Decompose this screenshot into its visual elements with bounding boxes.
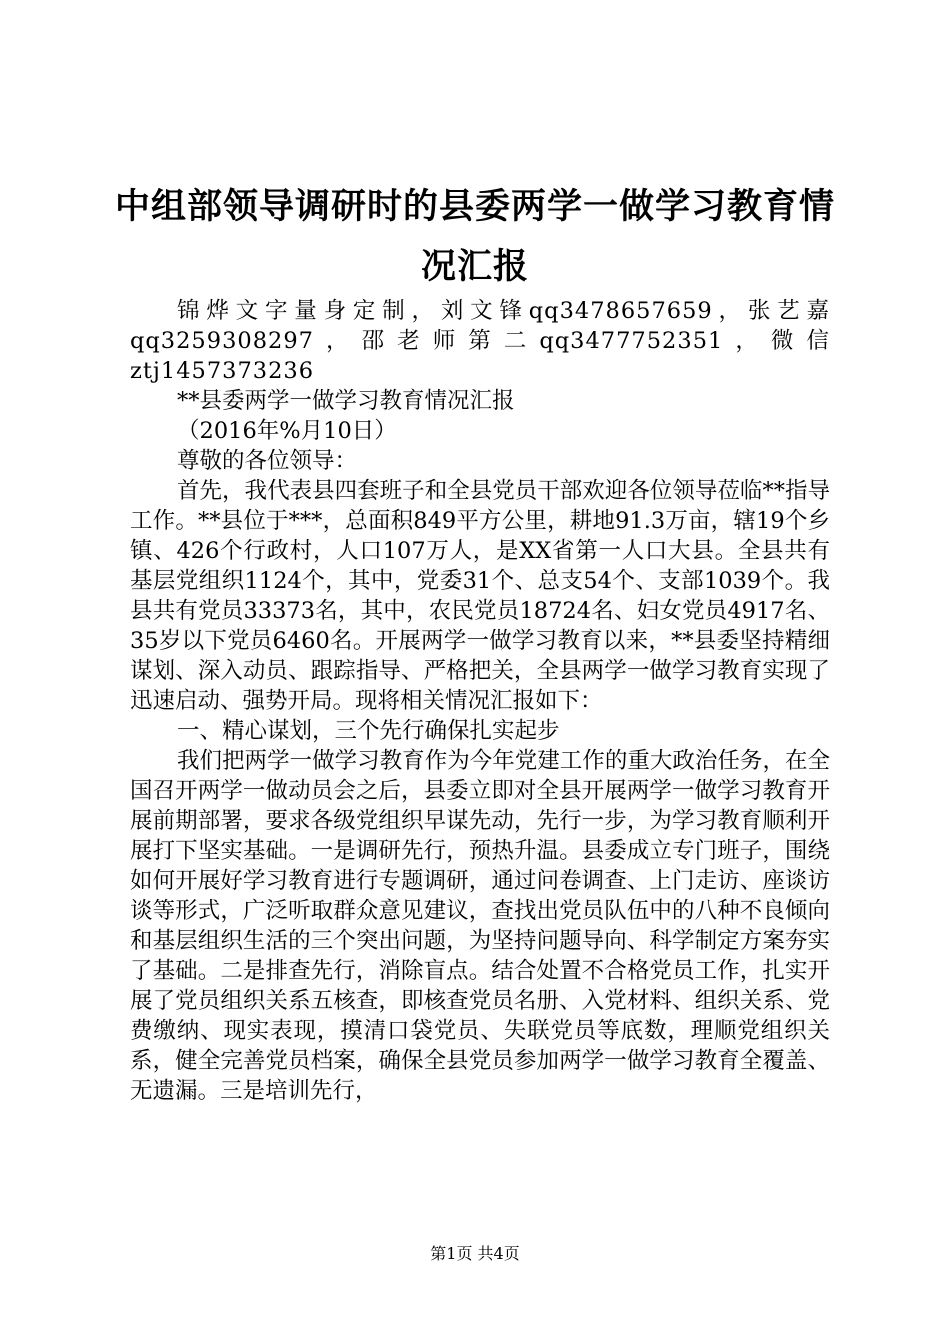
paragraph-2: 我们把两学一做学习教育作为今年党建工作的重大政治任务，在全国召开两学一做动员会之后，县委立即对全县开展两学一做学习教育开展前期部署，要求各级党组织早谋先动，先行一步，为学习教育顺利开展打下坚实基础。一是调研先行，预热升温。县委成立专门班子，围绕如何开展好学习教育进行专题调研，通过问卷调查、上门走访、座谈访谈等形式，广泛听取群众意见建议，查找出党员队伍中的八种不良倾向和基层组织生活的三个突出问题，为坚持问题导向、科学制定方案夯实了基础。二是排查先行，消除盲点。结合处置不合格党员工作，扎实开展了党员组织关系五核查，即核查党员名册、入党材料、组织关系、党费缴纳、现实表现，摸清口袋党员、失联党员等底数，理顺党组织关系，健全完善党员档案，确保全县党员参加两学一做学习教育全覆盖、无遗漏。三是培训先行， [130,748,830,1104]
salutation: 尊敬的各位领导： [177,448,358,474]
section-1-heading: 一、精心谋划，三个先行确保扎实起步 [177,718,560,744]
document-body [130,296,830,1106]
document-title-line-2: 况汇报 [420,247,529,287]
document-title-line-1: 中组部领导调研时的县委两学一做学习教育情 [114,187,835,227]
paragraph-1: 首先，我代表县四套班子和全县党员干部欢迎各位领导莅临**指导工作。**县位于***，总面积849平方公里，耕地91.3万亩，辖19个乡镇、426个行政村，人口107万人，是XX省第一人口大县。全县共有基层党组织1124个，其中，党委31个、总支54个、支部1039个。我县共有党员33373名，其中，农民党员18724名、妇女党员4917名、35岁以下党员6460名。开展两学一做学习教育以来，**县委坚持精细谋划、深入动员、跟踪指导、严格把关，全县两学一做学习教育实现了迅速启动、强势开局。现将相关情况汇报如下： [130,478,830,714]
document-subtitle: **县委两学一做学习教育情况汇报 [177,388,515,414]
credits-line: 锦烨文字量身定制，刘文锋qq3478657659，张艺嘉qq3259308297，邵老师第二qq3477752351，微信ztj1457373236 [130,298,830,384]
page-footer: 第1页 共4页 [430,1244,520,1263]
document-date: （2016年%月10日） [177,418,397,444]
